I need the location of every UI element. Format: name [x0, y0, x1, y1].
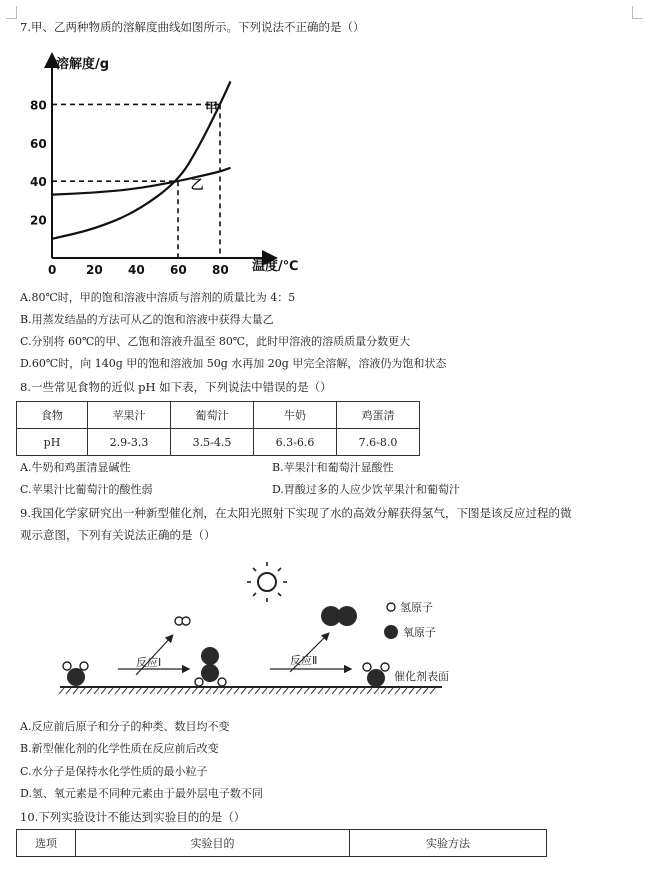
x-tick-label: 0: [48, 263, 57, 277]
series-label: 乙: [190, 177, 204, 193]
ph-table-row-label: pH: [17, 429, 88, 456]
reaction-1-label: 反应Ⅰ: [136, 656, 162, 669]
y-tick-label: 40: [30, 175, 47, 190]
legend-oxygen-label: 氧原子: [403, 626, 436, 639]
ph-table-cell: 6.3-6.6: [254, 429, 337, 456]
crop-mark-top-right: [632, 6, 643, 19]
ph-table-header-cell: 鸡蛋清: [337, 402, 420, 429]
q8-option-a: A.牛奶和鸡蛋清显碱性: [20, 461, 131, 474]
oxygen-atom-icon: [384, 625, 398, 639]
hydrogen-molecule-icon: [175, 617, 190, 625]
y-tick-label: 60: [30, 136, 47, 151]
series-label: 甲: [205, 101, 219, 117]
q8-stem: 8.一些常见食物的近似 pH 如下表，下列说法中错误的是（）: [20, 380, 332, 394]
q10-header-cell: 实验目的: [76, 830, 350, 857]
legend-hydrogen-label: 氢原子: [400, 601, 433, 614]
ph-table-header-cell: 葡萄汁: [171, 402, 254, 429]
ph-table-header-cell: 苹果汁: [88, 402, 171, 429]
ph-table-cell: 3.5-4.5: [171, 429, 254, 456]
series-curve-yi: [52, 168, 231, 195]
series-curve-jia: [52, 81, 231, 238]
adsorbed-hydroxyl-icon: [363, 663, 389, 687]
ph-table-header-row: [17, 402, 420, 429]
q8-option-d: D.胃酸过多的人应少饮苹果汁和葡萄汁: [272, 483, 460, 496]
q7-option-c: C.分别将 60℃的甲、乙饱和溶液升温至 80℃，此时甲溶液的溶质质量分数更大: [20, 335, 411, 348]
x-tick-label: 40: [128, 263, 145, 277]
q10-table: [16, 829, 547, 857]
q10-table-header-row: [17, 830, 547, 857]
q10-stem: 10.下列实验设计不能达到实验目的的是（）: [20, 810, 246, 824]
ph-table-header-cell: 食物: [17, 402, 88, 429]
q9-option-d: D.氢、氧元素是不同种元素由于最外层电子数不同: [20, 787, 263, 800]
hydrogen-atom-icon: [387, 603, 395, 611]
y-tick-label: 20: [30, 213, 47, 228]
solubility-chart: [20, 52, 320, 282]
q9-stem-line1: 9.我国化学家研究出一种新型催化剂，在太阳光照射下实现了水的高效分解获得氢气，下图是该反应过程的微: [20, 506, 572, 520]
oxygen-molecule-icon: [321, 606, 357, 626]
crop-mark-top-left: [6, 6, 17, 19]
q9-stem-line2: 观示意图，下列有关说法正确的是（）: [20, 528, 216, 542]
x-tick-label: 60: [170, 263, 187, 277]
ph-table: [16, 401, 420, 456]
reaction-diagram: [40, 560, 490, 710]
q8-option-c: C.苹果汁比葡萄汁的酸性弱: [20, 483, 153, 496]
q9-option-b: B.新型催化剂的化学性质在反应前后改变: [20, 742, 219, 755]
reaction-2-label: 反应Ⅱ: [290, 654, 318, 667]
q9-option-a: A.反应前后原子和分子的种类、数目均不变: [20, 720, 230, 733]
y-tick-label: 80: [30, 98, 47, 113]
catalyst-surface-label: 催化剂表面: [394, 670, 449, 683]
intermediate-icon: [195, 647, 226, 686]
sun-icon: [247, 562, 287, 602]
q9-option-c: C.水分子是保持水化学性质的最小粒子: [20, 765, 208, 778]
q8-option-b: B.苹果汁和葡萄汁显酸性: [272, 461, 394, 474]
q7-stem: 7.甲、乙两种物质的溶解度曲线如图所示。下列说法不正确的是（）: [20, 20, 365, 34]
q7-option-d: D.60℃时，向 140g 甲的饱和溶液加 50g 水再加 20g 甲完全溶解，溶液仍为饱和状态: [20, 357, 447, 370]
x-axis-label: 温度/℃: [252, 259, 299, 274]
q10-header-cell: 实验方法: [350, 830, 547, 857]
q7-option-a: A.80℃时，甲的饱和溶液中溶质与溶剂的质量比为 4：5: [20, 291, 296, 304]
ph-table-row: [17, 429, 420, 456]
ph-table-header-cell: 牛奶: [254, 402, 337, 429]
q10-header-cell: 选项: [17, 830, 76, 857]
x-tick-label: 80: [212, 263, 229, 277]
surface-hatch: [59, 688, 435, 694]
y-axis-label: 溶解度/g: [56, 57, 110, 72]
q7-option-b: B.用蒸发结晶的方法可从乙的饱和溶液中获得大量乙: [20, 313, 274, 326]
ph-table-cell: 2.9-3.3: [88, 429, 171, 456]
x-tick-label: 20: [86, 263, 103, 277]
ph-table-cell: 7.6-8.0: [337, 429, 420, 456]
water-molecule-icon: [63, 662, 88, 686]
